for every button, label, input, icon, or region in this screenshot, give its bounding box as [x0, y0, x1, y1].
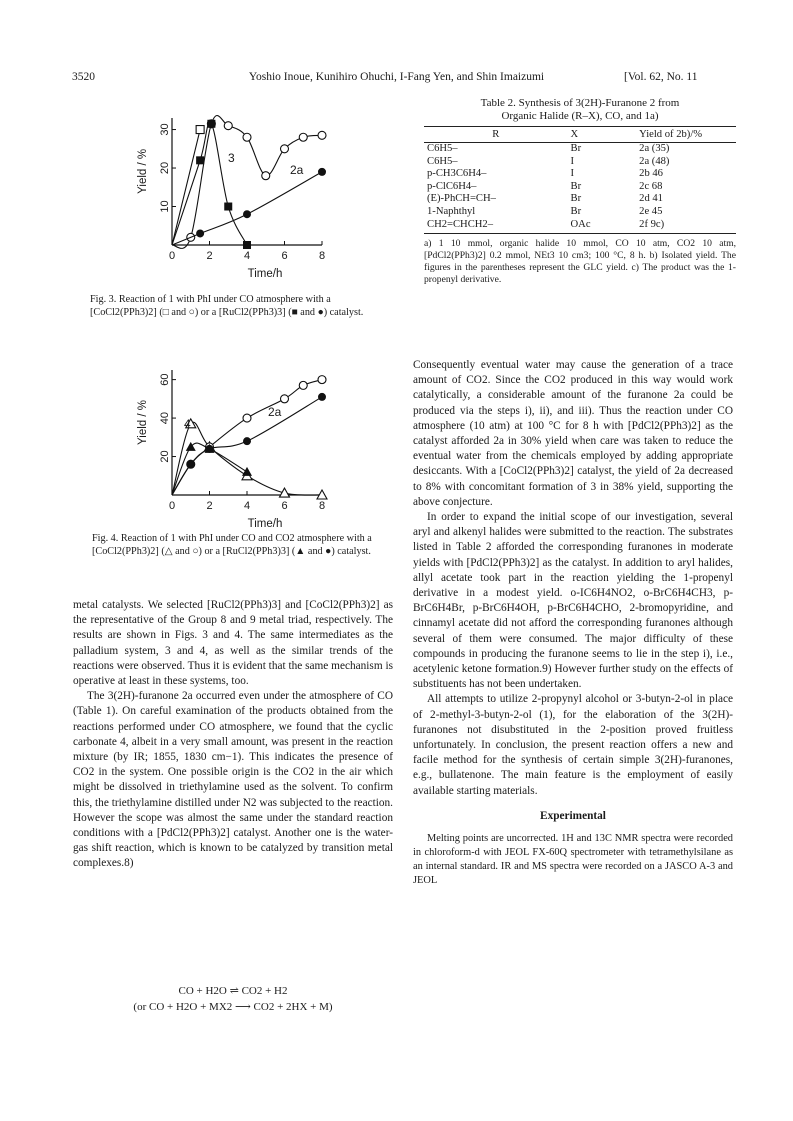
filled-circle-marker: [318, 168, 326, 176]
table-row: [424, 206, 736, 219]
open-circle-marker: [299, 133, 307, 141]
figure-3-chart: [100, 98, 355, 288]
open-square-marker: [196, 126, 204, 134]
open-circle-marker: [318, 376, 326, 384]
open-circle-marker: [243, 414, 251, 422]
x-tick-label: 4: [243, 500, 251, 512]
table-2: [424, 97, 736, 285]
cell-x: OAc: [568, 219, 637, 234]
cell-yield: 2c 68: [639, 180, 663, 192]
cell-yield: 2e 45: [639, 205, 663, 217]
figure-4-chart: [100, 350, 355, 528]
paragraph: Melting points are uncorrected. 1H and 13C NMR spectra were recorded in chloroform-d with JEOL FX-60Q spectrometer with tetramethylsilane as an internal standard. IR and MS spectra were recorded on a JASCO A-3 and JEOL: [413, 833, 733, 887]
cell-r: C6H5–: [427, 143, 458, 154]
table-2-grid: [424, 126, 736, 234]
cell-r: (E)-PhCH=CH–: [427, 193, 496, 205]
y-tick-label: 20: [158, 161, 171, 175]
curve-annotation: 2a: [268, 405, 282, 419]
cell-x: I: [570, 155, 575, 167]
filled-triangle-marker: [242, 467, 252, 476]
cell-r: p-CH3C6H4–: [427, 168, 487, 180]
y-tick-label: 60: [158, 373, 171, 386]
filled-square-marker: [207, 120, 215, 128]
x-tick-label: 6: [281, 250, 288, 262]
cell-x: Br: [570, 205, 582, 217]
cell-yield: 2d 41: [639, 193, 663, 205]
y-tick-label: 10: [158, 200, 171, 213]
x-axis-label: Time/h: [247, 518, 283, 528]
open-circle-marker: [262, 172, 270, 180]
cell-yield: 2a (35): [639, 143, 670, 154]
filled-circle-marker: [206, 445, 214, 453]
paragraph: Consequently eventual water may cause the generation of a trace amount of CO2. Since the CO2 produced in this way would work catalytically, a considerable amount of the furanone 2a could be produced via the steps i), ii), and iii). Thus the reaction under CO atmosphere (10 atm) at 100 °C for 8 h with [PdCl2(PPh3)2] as the catalyst afforded 2a in 30% yield when care was taken to reduce the eventual water from the chemicals employed by adding appropriate desiccants. With a [CoCl2(PPh3)2] catalyst, the yield of 2a decreased to 8% with concomitant formation of 3 in 38% yield, supporting the above conjecture.: [413, 359, 733, 508]
x-tick-label: 8: [318, 250, 326, 262]
cell-r: C6H5–: [427, 155, 458, 167]
y-tick-label: 20: [158, 450, 171, 463]
table-row: [424, 219, 736, 234]
y-tick-label: 30: [158, 123, 171, 136]
table-row: [424, 181, 736, 194]
page-number: 3520: [72, 71, 95, 83]
filled-circle-marker: [196, 229, 204, 237]
cell-yield: 2a (48): [639, 155, 670, 167]
x-tick-label: 2: [206, 500, 213, 512]
x-tick-label: 0: [168, 250, 176, 262]
filled-square-marker: [196, 156, 204, 164]
figure-3: [100, 98, 355, 293]
series-line: [172, 122, 247, 245]
filled-square-marker: [243, 241, 251, 249]
col-header-yield: Yield of 2b)/%: [636, 127, 736, 143]
table-row: [424, 193, 736, 206]
table-2-title-line2: Organic Halide (R–X), CO, and 1a): [501, 110, 659, 122]
table-row: [424, 156, 736, 169]
curve-annotation: 3: [228, 151, 235, 165]
cell-r: CH2=CHCH2–: [424, 219, 568, 234]
series-line: [172, 130, 200, 245]
left-column-text: [73, 598, 393, 872]
filled-square-marker: [224, 203, 232, 211]
table-2-footnote: a) 1 10 mmol, organic halide 10 mmol, CO 10 atm, CO2 10 atm, [PdCl2(PPh3)2] 0.2 mmol, NEt3 10 cm3; 100 °C, 8 h. b) Isolated yield. The figures in the parentheses represent the GLC yield. c) The product was the 1-propenyl derivative.: [424, 238, 736, 285]
cell-x: I: [570, 168, 575, 180]
series-line: [172, 172, 322, 245]
y-tick-label: 40: [158, 411, 171, 425]
x-axis-label: Time/h: [247, 268, 283, 280]
figure-4-caption: Fig. 4. Reaction of 1 with PhI under CO and CO2 atmosphere with a [CoCl2(PPh3)2] (△ and ○) or a [RuCl2(PPh3)3] (▲ and ●) catalyst.: [92, 533, 372, 557]
figure-3-caption: Fig. 3. Reaction of 1 with PhI under CO atmosphere with a [CoCl2(PPh3)2] (□ and ○) or a [RuCl2(PPh3)3] (■ and ●) catalyst.: [90, 294, 364, 318]
x-tick-label: 0: [168, 500, 176, 512]
table-2-title-line1: Table 2. Synthesis of 3(2H)-Furanone 2 from: [480, 97, 680, 109]
paragraph: The 3(2H)-furanone 2a occurred even under the atmosphere of CO (Table 1). On careful examination of the products obtained from the reactions performed under CO atmosphere, we found that the cyclic carbonate 4, albeit in a very small amount, was present in the reaction mixture (by IR; 1855, 1830 cm−1). This indicates the presence of CO2 in the system. One possible origin is the CO2 in the air which might be dissolved in triethylamine used as the solvent. To confirm this, the triethylamine distilled under N2 was subjected to the reaction. However the scope was almost the same under the standard reaction conditions with a [PdCl2(PPh3)2] catalyst. Another one is the water-gas shift reaction, which is known to be catalyzed by transition metal complexes.8): [73, 690, 393, 870]
paragraph: metal catalysts. We selected [RuCl2(PPh3)3] and [CoCl2(PPh3)2] as the representative of the Group 8 and 9 metal triad, respectively. The results are shown in Figs. 3 and 4. The same intermediates as the palladium system, 3 and 4, as well as the similar trends of the reactions were observed. Thus it is evident that the same mechanism is operative at least in these systems, too.: [73, 599, 393, 688]
section-heading-experimental: Experimental: [540, 809, 606, 822]
filled-circle-marker: [243, 210, 251, 218]
x-tick-label: 2: [206, 250, 213, 262]
table-row: [424, 143, 736, 156]
x-tick-label: 6: [281, 500, 288, 512]
equation-alternative: (or CO + H2O + MX2 ⟶ CO2 + 2HX + M): [133, 1001, 333, 1013]
cell-x: Br: [570, 193, 582, 205]
open-circle-marker: [281, 145, 289, 153]
cell-x: Br: [570, 143, 582, 154]
volume-info: [Vol. 62, No. 11: [624, 71, 698, 83]
x-tick-label: 8: [318, 500, 326, 512]
col-header-x: X: [568, 127, 637, 143]
open-circle-marker: [318, 131, 326, 139]
table-2-title: [424, 97, 736, 123]
y-axis-label: Yield / %: [137, 400, 149, 445]
table-row: [424, 168, 736, 181]
open-circle-marker: [281, 395, 289, 403]
cell-yield: 2f 9c): [636, 219, 736, 234]
filled-circle-marker: [243, 437, 251, 445]
y-axis-label: Yield / %: [137, 148, 149, 194]
paragraph: In order to expand the initial scope of our investigation, several aryl and alkenyl halides were submitted to the reaction. The substrates listed in Table 2 afforded the corresponding furanones in moderate yields with [PdCl2(PPh3)2] as the catalyst. In addition to aryl halides, allyl acetate took part in the reaction yielding the 1-propenyl derivative in a modest yield. o-IC6H4NO2, o-BrC6H4CH3, p-BrC6H4Br, p-BrC6H4OH, p-BrC6H4CHO, 2-bromopyridine, and cinnamyl acetate did not afford the corresponding furanones although several of them were consumed. The major difficulty of these compounds in producing the furanone seems to lie in the step i), i.e., acetylenic ketone formation.9) However further study on the effects of substituents has not been undertaken.: [413, 511, 733, 691]
right-column-text: [413, 358, 733, 888]
curve-annotation: 2a: [290, 163, 304, 177]
x-tick-label: 4: [243, 250, 251, 262]
filled-circle-marker: [187, 460, 195, 468]
cell-yield: 2b 46: [639, 168, 663, 180]
running-authors: Yoshio Inoue, Kunihiro Ohuchi, I-Fang Yen, and Shin Imaizumi: [248, 71, 545, 83]
figure-4: [100, 350, 355, 533]
open-circle-marker: [224, 122, 232, 130]
curve-annotation: 4: [184, 417, 191, 431]
cell-r: p-ClC6H4–: [427, 180, 477, 192]
open-circle-marker: [243, 133, 251, 141]
col-header-r: R: [424, 127, 568, 143]
cell-x: Br: [570, 180, 582, 192]
filled-circle-marker: [318, 393, 326, 401]
open-circle-marker: [299, 381, 307, 389]
cell-r: 1-Naphthyl: [427, 205, 476, 217]
series-line: [172, 422, 322, 495]
equation-water-gas-shift: CO + H2O ⇌ CO2 + H2: [178, 985, 288, 997]
paragraph: All attempts to utilize 2-propynyl alcohol or 3-butyn-2-ol in place of 2-methyl-3-butyn-2-ol (1), for the elaboration of the 3(2H)-furanones not disubstituted in the 2-position proved fruitless unfortunately. In conclusion, the present reaction offers a new and facile method for the synthesis of certain simple 3(2H)-furanones, e.g., bullatenone. The main feature is the employment of easily available starting materials.: [413, 693, 733, 797]
